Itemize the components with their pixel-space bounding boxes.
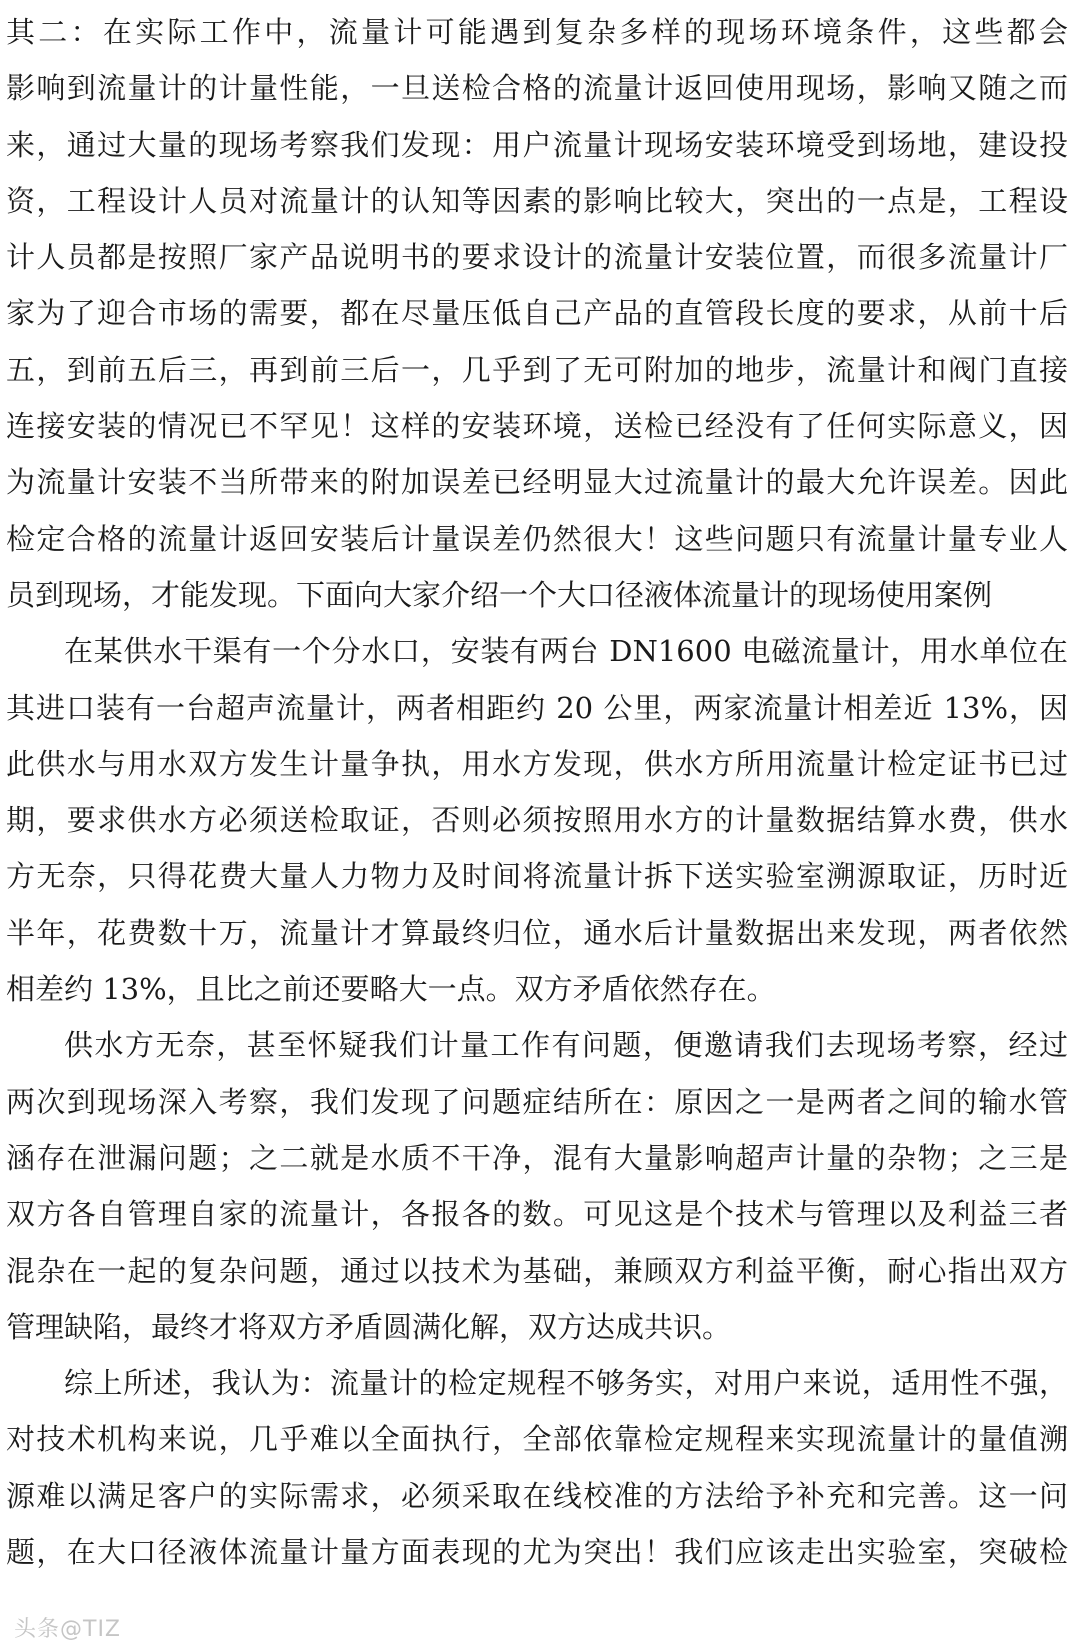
paragraph — [6, 4, 1068, 623]
text-line: 员到现场，才能发现。下面向大家介绍一个大口径液体流量计的现场使用案例 — [6, 577, 993, 612]
text-line: 涵存在泄漏问题；之二就是水质不干净，混有大量影响超声计量的杂物；之三是 — [6, 1140, 1068, 1175]
text-line: 方无奈，只得花费大量人力物力及时间将流量计拆下送实验室溯源取证，历时近 — [6, 859, 1068, 894]
watermark: 头条@TIZ — [14, 1617, 121, 1642]
text-line: 影响到流量计的计量性能，一旦送检合格的流量计返回使用现场，影响又随之而 — [6, 71, 1068, 106]
text-line: 对技术机构来说，几乎难以全面执行，全部依靠检定规程来实现流量计的量值溯 — [6, 1422, 1068, 1457]
text-line: 相差约 13%，且比之前还要略大一点。双方矛盾依然存在。 — [6, 972, 776, 1007]
text-line: 计人员都是按照厂家产品说明书的要求设计的流量计安装位置，而很多流量计厂 — [6, 240, 1068, 275]
text-line: 半年，花费数十万，流量计才算最终归位，通水后计量数据出来发现，两者依然 — [6, 915, 1068, 950]
text-line: 供水方无奈，甚至怀疑我们计量工作有问题，便邀请我们去现场考察，经过 — [64, 1028, 1068, 1063]
text-line: 其二：在实际工作中，流量计可能遇到复杂多样的现场环境条件，这些都会 — [6, 15, 1068, 49]
text-line: 其进口装有一台超声流量计，两者相距约 20 公里，两家流量计相差近 13%，因 — [6, 690, 1068, 725]
text-line: 连接安装的情况已不罕见！这样的安装环境，送检已经没有了任何实际意义，因 — [6, 409, 1068, 444]
text-line: 混杂在一起的复杂问题，通过以技术为基础，兼顾双方利益平衡，耐心指出双方 — [6, 1253, 1068, 1288]
paragraph — [6, 623, 1068, 1017]
text-line: 期，要求供水方必须送检取证，否则必须按照用水方的计量数据结算水费，供水 — [6, 803, 1068, 838]
text-line: 为流量计安装不当所带来的附加误差已经明显大过流量计的最大允许误差。因此 — [6, 465, 1068, 500]
text-line: 来，通过大量的现场考察我们发现：用户流量计现场安装环境受到场地，建设投 — [6, 127, 1068, 162]
text-line: 五，到前五后三，再到前三后一，几乎到了无可附加的地步，流量计和阀门直接 — [6, 352, 1068, 387]
text-line: 双方各自管理自家的流量计，各报各的数。可见这是个技术与管理以及利益三者 — [6, 1197, 1068, 1232]
text-line: 检定合格的流量计返回安装后计量误差仍然很大！这些问题只有流量计量专业人 — [6, 521, 1068, 556]
paragraph — [6, 1017, 1068, 1355]
text-line: 在某供水干渠有一个分水口，安装有两台 DN1600 电磁流量计，用水单位在 — [64, 634, 1068, 669]
document-body — [6, 4, 1068, 1580]
text-line: 资，工程设计人员对流量计的认知等因素的影响比较大，突出的一点是，工程设 — [6, 183, 1068, 218]
text-line: 此供水与用水双方发生计量争执，用水方发现，供水方所用流量计检定证书已过 — [6, 746, 1068, 781]
text-line: 家为了迎合市场的需要，都在尽量压低自己产品的直管段长度的要求，从前十后 — [6, 296, 1068, 331]
text-line: 管理缺陷，最终才将双方矛盾圆满化解，双方达成共识。 — [6, 1309, 732, 1344]
paragraph — [6, 1355, 1068, 1580]
text-line: 综上所述，我认为：流量计的检定规程不够务实，对用户来说，适用性不强， — [64, 1366, 1068, 1401]
text-line: 源难以满足客户的实际需求，必须采取在线校准的方法给予补充和完善。这一问 — [6, 1478, 1068, 1513]
text-line: 题，在大口径液体流量计量方面表现的尤为突出！我们应该走出实验室，突破检 — [6, 1535, 1068, 1570]
text-line: 两次到现场深入考察，我们发现了问题症结所在：原因之一是两者之间的输水管 — [6, 1084, 1068, 1119]
